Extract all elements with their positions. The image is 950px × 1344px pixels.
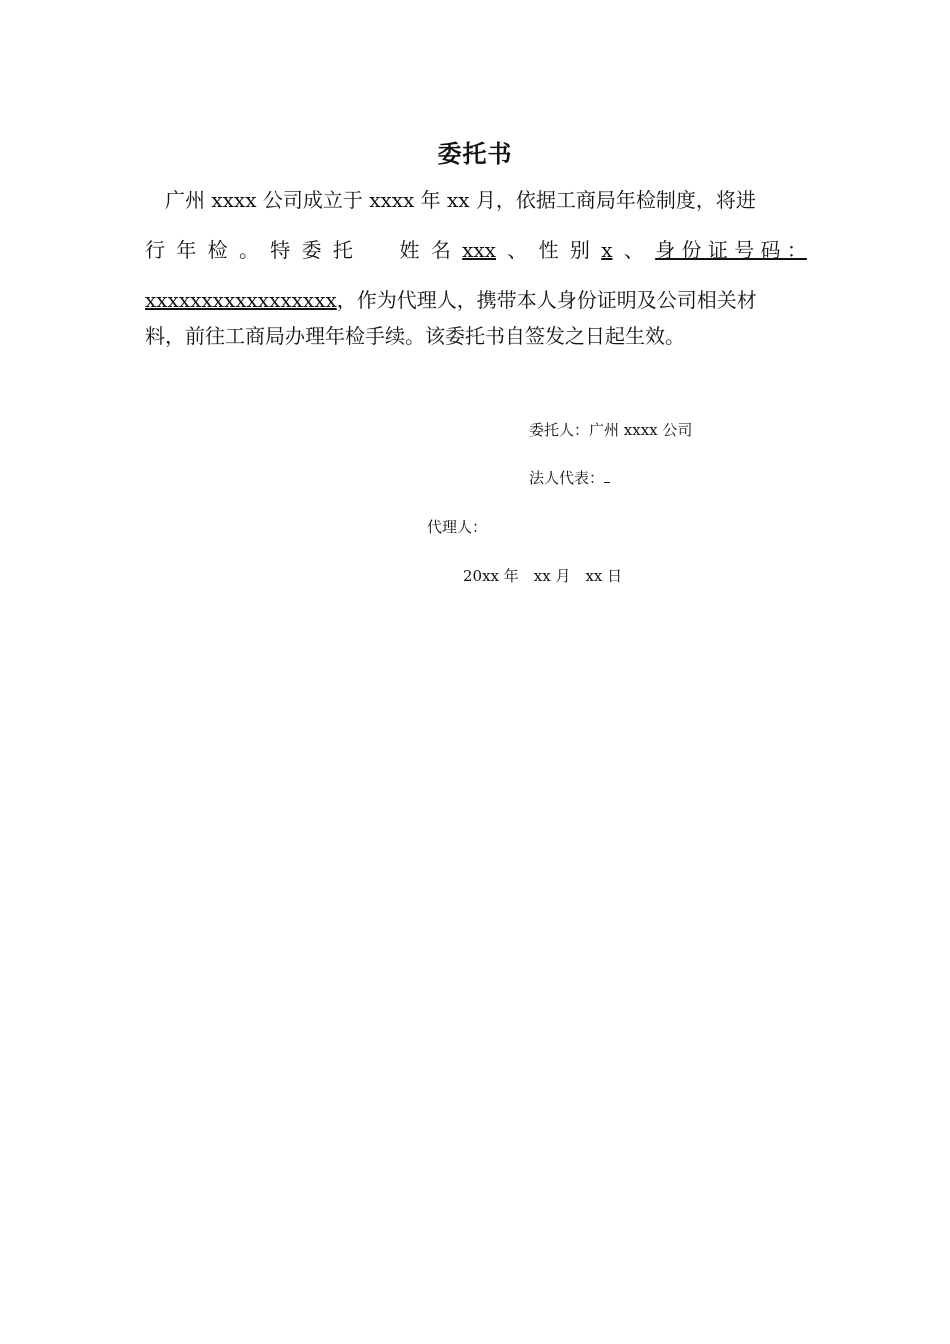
agent-signature: 代理人： xyxy=(427,518,488,536)
body-char: 委 xyxy=(301,238,322,262)
body-char: 名 xyxy=(430,238,451,262)
legal-rep-signature xyxy=(529,468,610,488)
body-char: 行 xyxy=(145,238,165,262)
signature-blank-line xyxy=(604,468,610,483)
body-line-3-text: ，作为代理人，携带本人身份证明及公司相关材 xyxy=(336,288,757,312)
body-char: 年 xyxy=(176,238,197,262)
agent-gender-value: x xyxy=(601,238,613,262)
agent-name-value: xxx xyxy=(462,238,496,262)
body-char: 。 xyxy=(238,238,259,262)
body-char: 托 xyxy=(332,238,353,262)
legal-rep-label: 法人代表： xyxy=(529,469,605,487)
document-title: 委托书 xyxy=(437,139,513,168)
body-char: 、 xyxy=(623,238,644,262)
signing-date: 20xx 年 xx 月 xx 日 xyxy=(463,567,623,585)
body-line-1: 广州 xxxx 公司成立于 xxxx 年 xx 月，依据工商局年检制度，将进 xyxy=(165,188,756,212)
body-line-4: 料，前往工商局办理年检手续。该委托书自签发之日起生效。 xyxy=(145,324,685,348)
body-line-2 xyxy=(145,236,807,264)
id-number-label: 身 份 证 号 码 ： xyxy=(655,238,807,262)
body-char: 特 xyxy=(270,238,291,262)
principal-signature: 委托人：广州 xxxx 公司 xyxy=(529,421,693,439)
spacer xyxy=(364,236,388,264)
id-number-value: xxxxxxxxxxxxxxxxx xyxy=(145,288,337,312)
body-char: 、 xyxy=(507,238,528,262)
body-char: 姓 xyxy=(399,238,420,262)
body-char: 性 xyxy=(538,238,559,262)
body-line-3 xyxy=(145,286,807,314)
body-char: 检 xyxy=(207,238,228,262)
body-char: 别 xyxy=(569,238,590,262)
